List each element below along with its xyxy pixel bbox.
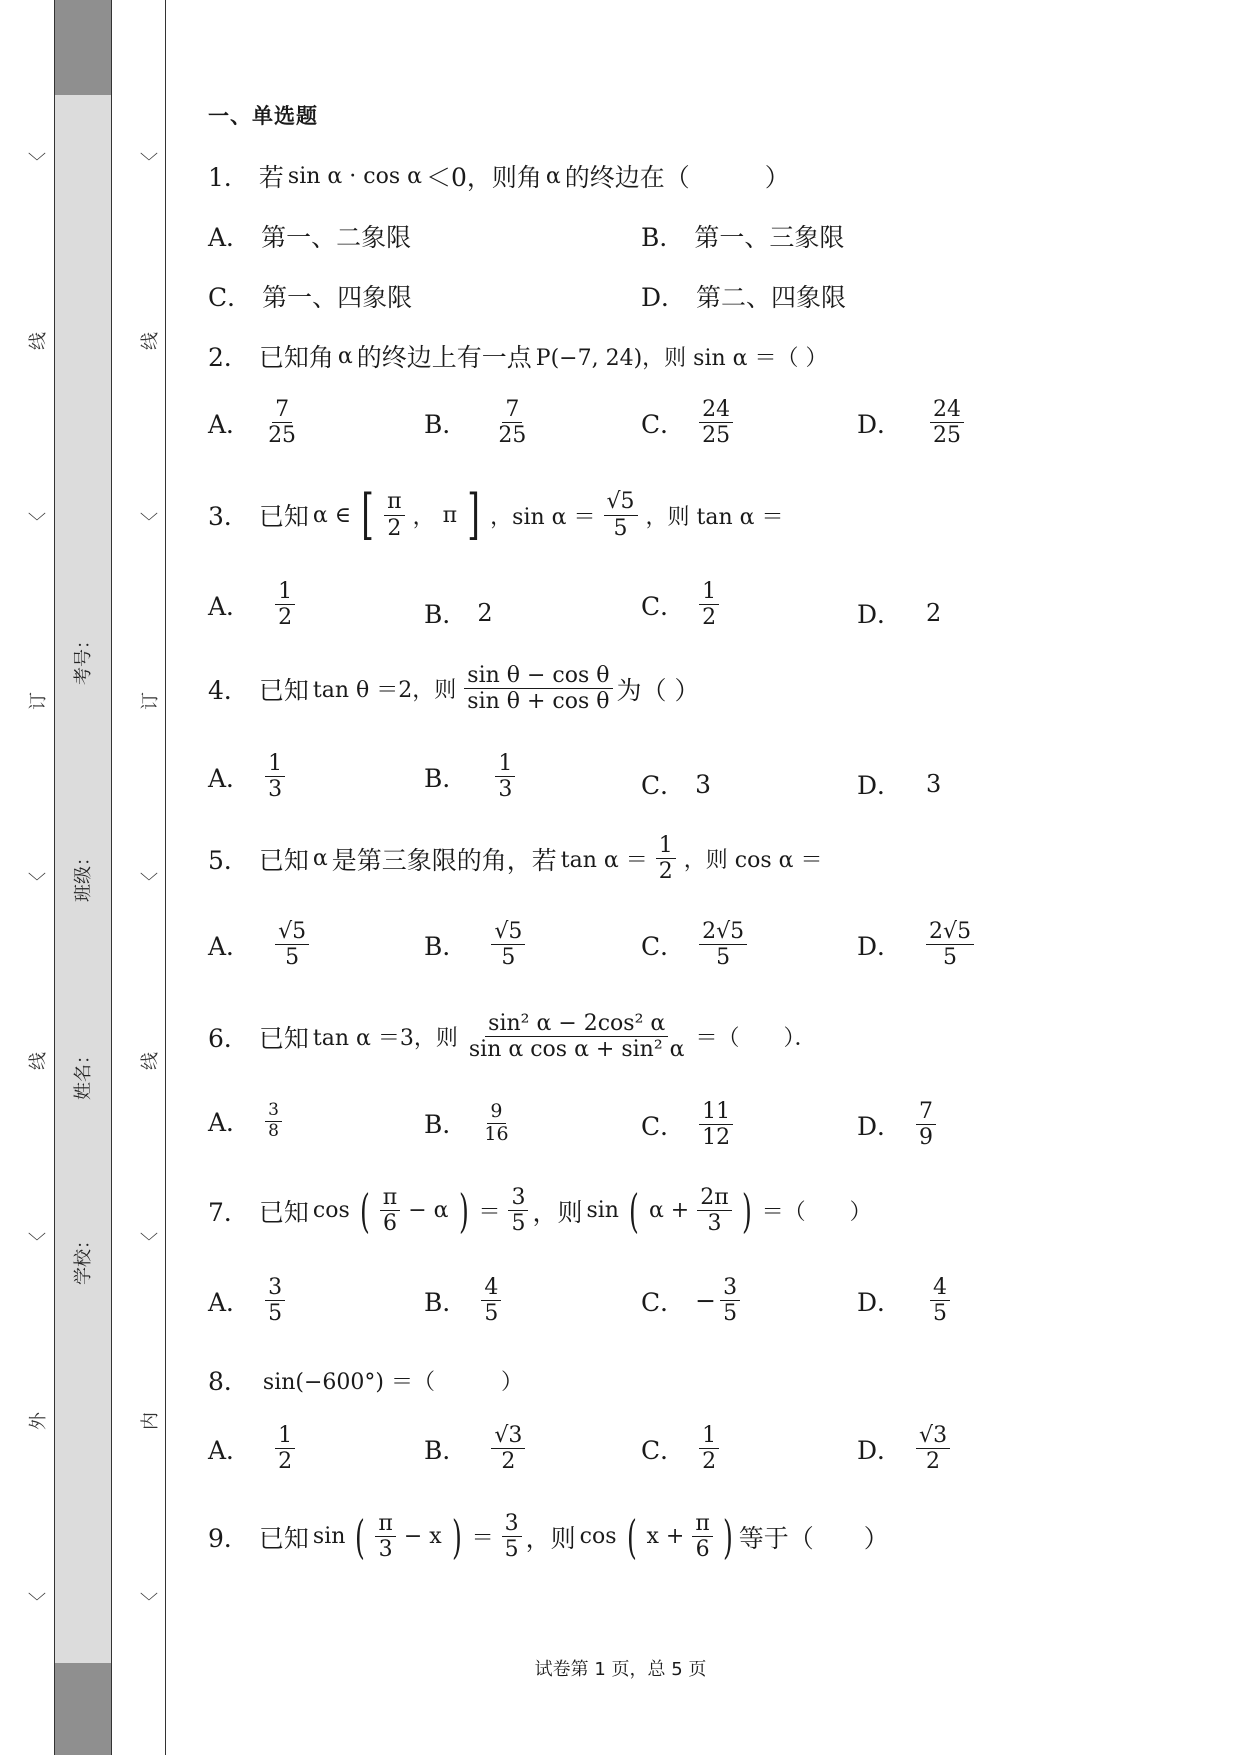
fraction bbox=[604, 490, 638, 539]
numerator: 24 bbox=[699, 398, 733, 423]
option-value: 2 bbox=[477, 599, 493, 627]
option-label: A． bbox=[208, 591, 252, 621]
math-alpha: α bbox=[337, 343, 353, 369]
option-value: 3 bbox=[926, 770, 942, 798]
option-label: D． bbox=[857, 409, 903, 439]
math-expr: ，sin α ＝ bbox=[490, 504, 596, 530]
numerator: 3 bbox=[502, 1512, 522, 1537]
question-5 bbox=[208, 834, 826, 883]
q2-option-a[interactable] bbox=[208, 398, 303, 447]
outer-mark-8: 〈 bbox=[28, 1592, 49, 1610]
question-4 bbox=[208, 664, 699, 713]
option-label: D． bbox=[857, 600, 903, 629]
question-6 bbox=[208, 1012, 821, 1061]
denominator: 5 bbox=[613, 515, 628, 541]
fraction bbox=[699, 1424, 719, 1473]
fraction bbox=[699, 398, 733, 447]
denominator: 2 bbox=[278, 1449, 293, 1475]
option-label: C． bbox=[641, 409, 686, 439]
question-text: 是第三象限的角，若 bbox=[331, 845, 557, 875]
question-text: 已知 bbox=[258, 1523, 309, 1553]
numerator: π bbox=[692, 1512, 712, 1537]
q5-option-b[interactable] bbox=[424, 920, 529, 969]
question-number: 8． bbox=[208, 1367, 249, 1396]
math-expr: tan α ＝ bbox=[560, 848, 648, 874]
q7-option-d[interactable] bbox=[857, 1276, 954, 1325]
option-label: A． bbox=[208, 1287, 252, 1317]
q5-option-c[interactable] bbox=[641, 920, 751, 969]
option-label: C． bbox=[208, 283, 253, 312]
question-text: 已知 bbox=[258, 1197, 309, 1227]
fraction bbox=[692, 1512, 712, 1561]
question-text: ，则 bbox=[532, 1197, 583, 1227]
fraction bbox=[502, 1512, 522, 1561]
q2-option-b[interactable] bbox=[424, 398, 533, 447]
numerator: 24 bbox=[930, 398, 964, 423]
denominator: 6 bbox=[382, 1211, 397, 1237]
left-bracket: [ bbox=[361, 483, 374, 546]
option-value: 3 bbox=[695, 769, 712, 799]
question-number: 4． bbox=[208, 675, 249, 705]
option-label: A． bbox=[208, 223, 252, 252]
outer-mark-1: 线 bbox=[28, 332, 49, 350]
fraction bbox=[699, 580, 719, 629]
q6-option-c[interactable] bbox=[641, 1100, 737, 1149]
option-label: C． bbox=[641, 931, 686, 961]
denominator: 25 bbox=[702, 423, 731, 449]
option-text: 第一、二象限 bbox=[261, 223, 412, 252]
outer-mark-7: 外 bbox=[28, 1412, 49, 1430]
inner-mark-5: 线 bbox=[140, 1052, 161, 1070]
denominator: 5 bbox=[511, 1211, 526, 1237]
q4-option-a[interactable] bbox=[208, 752, 289, 801]
fraction bbox=[464, 664, 612, 713]
numerator: 4 bbox=[930, 1276, 950, 1301]
right-paren: ) bbox=[741, 1183, 752, 1238]
math-func: sin bbox=[586, 1198, 619, 1224]
denominator: sin θ + cos θ bbox=[467, 689, 610, 715]
exam-number-field[interactable]: 考号： bbox=[73, 631, 94, 685]
fraction bbox=[656, 834, 676, 883]
math-func: cos bbox=[312, 1198, 350, 1224]
q1-option-b[interactable] bbox=[641, 218, 844, 254]
outer-mark-0: 〈 bbox=[28, 152, 49, 170]
denominator: 2 bbox=[278, 605, 293, 631]
numerator: 9 bbox=[487, 1102, 505, 1124]
numerator: 11 bbox=[699, 1100, 733, 1125]
outer-mark-2: 〈 bbox=[28, 512, 49, 530]
question-text: 等于（ ） bbox=[738, 1523, 889, 1553]
option-label: B． bbox=[424, 409, 468, 439]
right-paren: ) bbox=[451, 1509, 462, 1564]
denominator: 3 bbox=[498, 777, 513, 803]
math-alpha: α bbox=[312, 846, 328, 872]
option-label: A． bbox=[208, 763, 252, 793]
question-3 bbox=[208, 483, 788, 546]
question-text: 若 bbox=[258, 163, 284, 192]
question-text: 已知 bbox=[258, 502, 309, 531]
denominator: 12 bbox=[702, 1125, 731, 1151]
numerator: √5 bbox=[491, 920, 525, 945]
option-label: C． bbox=[641, 1435, 686, 1465]
q1-option-d[interactable] bbox=[641, 278, 846, 314]
fraction bbox=[926, 920, 974, 969]
question-number: 7． bbox=[208, 1197, 249, 1227]
numerator: sin² α − 2cos² α bbox=[485, 1012, 668, 1037]
math-func: cos bbox=[579, 1524, 617, 1550]
numerator: 3 bbox=[720, 1276, 740, 1301]
binding-strip-top-dark bbox=[54, 0, 112, 95]
math-expr: ，则 cos α ＝ bbox=[683, 848, 823, 874]
question-number: 9． bbox=[208, 1523, 249, 1553]
denominator: 5 bbox=[501, 945, 516, 971]
q7-option-c[interactable] bbox=[641, 1276, 744, 1325]
math-func: sin bbox=[312, 1524, 346, 1550]
fraction bbox=[699, 920, 747, 969]
math-expr: P(−7, 24)，则 sin α ＝（ ） bbox=[535, 345, 828, 371]
denominator: 5 bbox=[723, 1301, 738, 1327]
q7-option-b[interactable] bbox=[424, 1276, 505, 1325]
option-label: C． bbox=[641, 1111, 686, 1141]
numerator: sin θ − cos θ bbox=[464, 664, 612, 689]
numerator: π bbox=[384, 490, 404, 515]
question-text: 的终边上有一点 bbox=[356, 343, 532, 372]
q4-option-d[interactable] bbox=[857, 766, 941, 802]
outer-mark-3: 订 bbox=[28, 692, 49, 710]
left-paren: ( bbox=[359, 1183, 370, 1238]
option-value: 2 bbox=[926, 599, 942, 627]
inner-mark-4: 〈 bbox=[140, 872, 161, 890]
fraction bbox=[275, 1424, 295, 1473]
outer-mark-4: 〈 bbox=[28, 872, 49, 890]
option-label: B． bbox=[424, 1435, 468, 1465]
denominator: 2 bbox=[702, 1449, 717, 1475]
question-text: ，则 bbox=[525, 1523, 576, 1553]
math-expr: ＝（ ） bbox=[761, 1200, 872, 1226]
option-text: 第二、四象限 bbox=[696, 283, 847, 312]
inner-mark-0: 〈 bbox=[140, 152, 161, 170]
numerator: 4 bbox=[481, 1276, 501, 1301]
option-label: C． bbox=[641, 1287, 686, 1317]
right-bracket: ] bbox=[467, 483, 480, 546]
option-label: B． bbox=[424, 763, 468, 793]
numerator: 1 bbox=[656, 834, 676, 859]
fraction bbox=[699, 1100, 733, 1149]
math-expr: − x bbox=[403, 1524, 442, 1550]
numerator: 7 bbox=[272, 398, 292, 423]
option-label: D． bbox=[857, 771, 903, 800]
minus-sign: − bbox=[695, 1286, 717, 1316]
inner-mark-7: 内 bbox=[140, 1412, 161, 1430]
option-label: D． bbox=[641, 283, 687, 312]
denominator: 5 bbox=[268, 1301, 283, 1327]
option-label: B． bbox=[424, 600, 468, 629]
q2-option-c[interactable] bbox=[641, 398, 737, 447]
math-expr: x + bbox=[646, 1524, 685, 1550]
fraction bbox=[375, 1512, 395, 1561]
denominator: 5 bbox=[484, 1301, 499, 1327]
outer-mark-6: 〈 bbox=[28, 1232, 49, 1250]
math-expr: sin(−600°) ＝（ ） bbox=[262, 1369, 523, 1395]
numerator: √3 bbox=[916, 1424, 950, 1449]
q3-option-c[interactable] bbox=[641, 580, 723, 629]
q6-option-a[interactable] bbox=[208, 1102, 286, 1141]
denominator: 5 bbox=[933, 1301, 948, 1327]
denominator: 9 bbox=[919, 1125, 934, 1151]
inner-mark-8: 〈 bbox=[140, 1592, 161, 1610]
left-paren: ( bbox=[629, 1183, 639, 1238]
inner-binding-line bbox=[165, 0, 166, 1755]
option-label: D． bbox=[857, 1111, 903, 1141]
numerator: 3 bbox=[508, 1186, 528, 1211]
denominator: 16 bbox=[484, 1122, 509, 1145]
numerator: 7 bbox=[502, 398, 522, 423]
q8-option-c[interactable] bbox=[641, 1424, 723, 1473]
question-number: 5． bbox=[208, 845, 249, 875]
q7-option-a[interactable] bbox=[208, 1276, 289, 1325]
question-text: 的终边在（ ） bbox=[564, 163, 790, 192]
q8-option-a[interactable] bbox=[208, 1424, 299, 1473]
fraction bbox=[265, 1276, 285, 1325]
option-label: B． bbox=[641, 223, 685, 252]
option-label: D． bbox=[857, 931, 903, 961]
math-alpha: α bbox=[545, 163, 561, 189]
question-text: 已知 bbox=[258, 675, 309, 705]
outer-mark-5: 线 bbox=[28, 1052, 49, 1070]
numerator: π bbox=[375, 1512, 395, 1537]
fraction bbox=[930, 1276, 950, 1325]
q3-option-a[interactable] bbox=[208, 580, 299, 629]
option-text: 第一、四象限 bbox=[262, 283, 413, 312]
option-label: D． bbox=[857, 1287, 903, 1317]
q6-option-d[interactable] bbox=[857, 1100, 940, 1149]
question-7 bbox=[208, 1183, 876, 1238]
math-expr: − α bbox=[408, 1198, 449, 1224]
class-field[interactable]: 班级： bbox=[73, 848, 94, 902]
denominator: 8 bbox=[268, 1120, 279, 1141]
q5-option-a[interactable] bbox=[208, 920, 313, 969]
option-label: A． bbox=[208, 409, 252, 439]
denominator: 3 bbox=[268, 777, 283, 803]
math-expr: α ∈ bbox=[312, 502, 352, 528]
q6-option-b[interactable] bbox=[424, 1102, 516, 1145]
q8-option-b[interactable] bbox=[424, 1424, 529, 1473]
question-1 bbox=[208, 158, 790, 194]
numerator: 1 bbox=[495, 752, 515, 777]
school-field[interactable]: 学校： bbox=[73, 1231, 94, 1285]
right-paren: ) bbox=[458, 1183, 469, 1238]
right-paren: ) bbox=[722, 1509, 733, 1564]
numerator: 2π bbox=[697, 1186, 731, 1211]
question-8 bbox=[208, 1362, 527, 1398]
fraction bbox=[930, 398, 964, 447]
numerator: 1 bbox=[699, 1424, 719, 1449]
left-paren: ( bbox=[626, 1509, 637, 1564]
section-title: 一、单选题 bbox=[208, 104, 318, 128]
q3-option-d[interactable] bbox=[857, 595, 941, 631]
denominator: 3 bbox=[378, 1537, 393, 1563]
q4-option-b[interactable] bbox=[424, 752, 519, 801]
denominator: 2 bbox=[501, 1449, 516, 1475]
q8-option-d[interactable] bbox=[857, 1424, 954, 1473]
question-number: 2． bbox=[208, 343, 249, 372]
numerator: 1 bbox=[275, 1424, 295, 1449]
q4-option-c[interactable] bbox=[641, 766, 711, 802]
option-label: D． bbox=[857, 1435, 903, 1465]
numerator: √5 bbox=[275, 920, 309, 945]
option-label: B． bbox=[424, 1287, 468, 1317]
math-expr: α + bbox=[648, 1198, 690, 1224]
math-expr: ＝ bbox=[471, 1526, 494, 1552]
numerator: 7 bbox=[916, 1100, 936, 1125]
denominator: 5 bbox=[716, 945, 731, 971]
denominator: 3 bbox=[707, 1211, 722, 1237]
fraction bbox=[916, 1424, 950, 1473]
question-number: 3． bbox=[208, 502, 249, 531]
fraction bbox=[481, 1102, 511, 1145]
denominator: 2 bbox=[658, 859, 673, 885]
inner-mark-1: 线 bbox=[140, 332, 161, 350]
fraction bbox=[384, 490, 404, 539]
denominator: 6 bbox=[695, 1537, 710, 1563]
question-number: 1． bbox=[208, 163, 249, 192]
question-number: 6． bbox=[208, 1023, 249, 1053]
numerator: 3 bbox=[265, 1276, 285, 1301]
fraction bbox=[275, 580, 295, 629]
option-text: 第一、三象限 bbox=[694, 223, 845, 252]
denominator: 25 bbox=[268, 423, 297, 449]
fraction bbox=[495, 752, 515, 801]
math-pi: π bbox=[442, 502, 458, 528]
fraction bbox=[491, 920, 525, 969]
question-9 bbox=[208, 1509, 889, 1564]
denominator: 2 bbox=[387, 515, 402, 541]
inner-mark-2: 〈 bbox=[140, 512, 161, 530]
question-2 bbox=[208, 338, 832, 374]
math-expr: ＝（ ）． bbox=[695, 1026, 817, 1052]
q5-option-d[interactable] bbox=[857, 920, 978, 969]
numerator: 3 bbox=[265, 1102, 282, 1122]
fraction bbox=[495, 398, 529, 447]
option-label: C． bbox=[641, 771, 686, 800]
denominator: 5 bbox=[504, 1537, 519, 1563]
question-text: 为（ ） bbox=[616, 675, 700, 705]
math-expr: ， bbox=[412, 504, 435, 530]
inner-mark-6: 〈 bbox=[140, 1232, 161, 1250]
q2-option-d[interactable] bbox=[857, 398, 968, 447]
numerator: 1 bbox=[275, 580, 295, 605]
question-text: 已知角 bbox=[258, 343, 334, 372]
q3-option-b[interactable] bbox=[424, 595, 493, 631]
numerator: 2√5 bbox=[699, 920, 747, 945]
numerator: √5 bbox=[604, 490, 638, 515]
page-footer: 试卷第 1 页，总 5 页 bbox=[534, 1659, 707, 1680]
fraction bbox=[508, 1186, 528, 1235]
math-expr: tan θ ＝2，则 bbox=[312, 678, 457, 704]
fraction bbox=[720, 1276, 740, 1325]
fraction bbox=[265, 398, 299, 447]
option-label: C． bbox=[641, 591, 686, 621]
q1-option-a[interactable] bbox=[208, 218, 411, 254]
inner-mark-3: 订 bbox=[140, 692, 161, 710]
question-text: 已知 bbox=[258, 845, 309, 875]
numerator: √3 bbox=[491, 1424, 525, 1449]
q1-option-c[interactable] bbox=[208, 278, 412, 314]
denominator: 2 bbox=[702, 605, 717, 631]
option-label: A． bbox=[208, 1108, 252, 1138]
denominator: 5 bbox=[943, 945, 958, 971]
fraction bbox=[380, 1186, 400, 1235]
math-expr: tan α ＝3，则 bbox=[312, 1026, 458, 1052]
fraction bbox=[481, 1276, 501, 1325]
denominator: 2 bbox=[926, 1449, 941, 1475]
math-expr: sin α · cos α bbox=[287, 163, 422, 189]
fraction bbox=[265, 752, 285, 801]
option-label: B． bbox=[424, 1110, 468, 1140]
numerator: π bbox=[380, 1186, 400, 1211]
denominator: 5 bbox=[285, 945, 300, 971]
question-text: ＜0，则角 bbox=[425, 163, 542, 192]
fraction bbox=[916, 1100, 936, 1149]
name-field[interactable]: 姓名： bbox=[73, 1046, 94, 1100]
denominator: 25 bbox=[498, 423, 527, 449]
numerator: 2√5 bbox=[926, 920, 974, 945]
math-expr: ＝ bbox=[478, 1200, 501, 1226]
option-label: B． bbox=[424, 931, 468, 961]
option-label: A． bbox=[208, 1435, 252, 1465]
numerator: 1 bbox=[265, 752, 285, 777]
numerator: 1 bbox=[699, 580, 719, 605]
denominator: 25 bbox=[933, 423, 962, 449]
option-label: A． bbox=[208, 931, 252, 961]
math-expr: ，则 tan α ＝ bbox=[645, 504, 784, 530]
fraction bbox=[466, 1012, 688, 1061]
fraction bbox=[275, 920, 309, 969]
left-paren: ( bbox=[355, 1509, 366, 1564]
question-text: 已知 bbox=[258, 1023, 309, 1053]
denominator: sin α cos α + sin² α bbox=[468, 1037, 685, 1063]
fraction bbox=[491, 1424, 525, 1473]
fraction bbox=[265, 1102, 282, 1141]
fraction bbox=[697, 1186, 731, 1235]
